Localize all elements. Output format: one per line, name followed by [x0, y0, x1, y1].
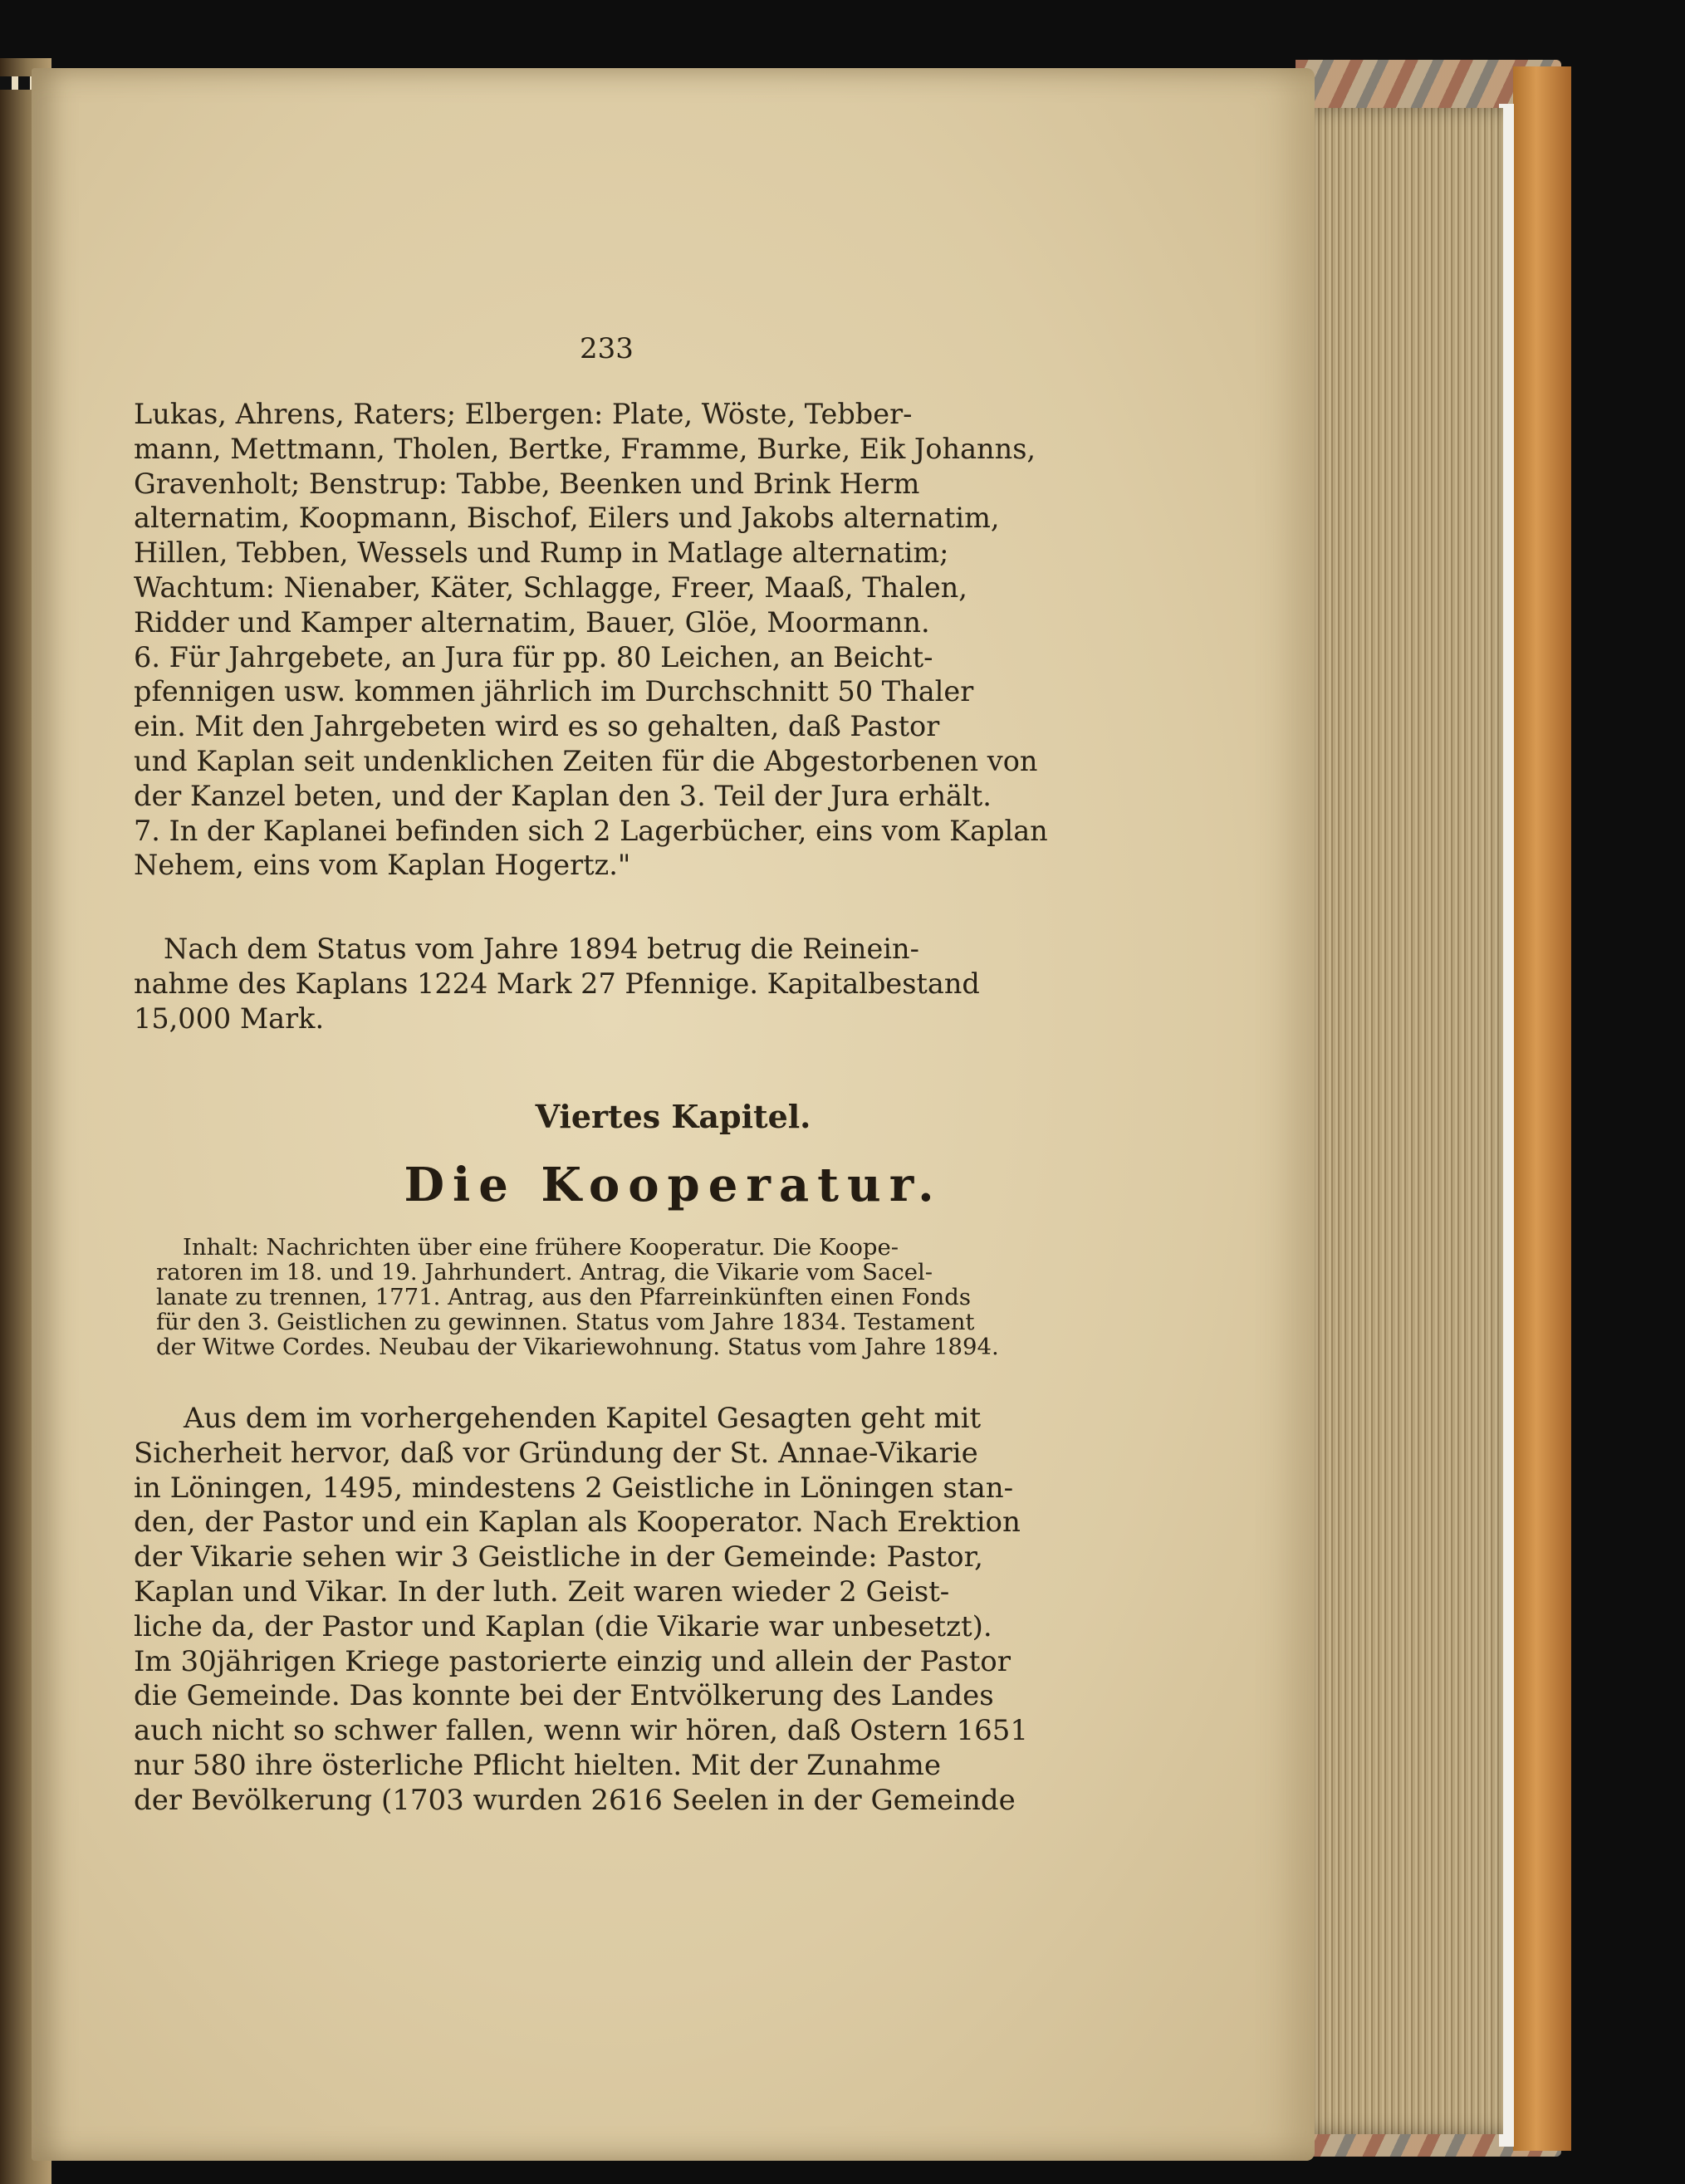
text-line: Sicherheit hervor, daß vor Gründung der St. Annae-Vikarie [134, 1436, 978, 1470]
leather-cover-edge [1513, 66, 1571, 2151]
text-line: die Gemeinde. Das konnte bei der Entvölkerung des Landes [134, 1679, 994, 1713]
text-line: nahme des Kaplans 1224 Mark 27 Pfennige. Kapitalbestand [134, 967, 980, 1000]
text-line: für den 3. Geistlichen zu gewinnen. Status vom Jahre 1834. Testament [156, 1309, 975, 1335]
text-line: Aus dem im vorhergehenden Kapitel Gesagten geht mit [184, 1402, 982, 1435]
text-line: alternatim, Koopmann, Bischof, Eilers und Jakobs alternatim, [134, 502, 1000, 535]
text-line: ein. Mit den Jahrgebeten wird es so gehalten, daß Pastor [134, 710, 940, 743]
text-line: 15,000 Mark. [134, 1001, 325, 1035]
text-line: und Kaplan seit undenklichen Zeiten für die Abgestorbenen von [134, 744, 1038, 777]
text-line: den, der Pastor und ein Kaplan als Kooperator. Nach Erektion [134, 1506, 1021, 1540]
text-line: Ridder und Kamper alternatim, Bauer, Glöe, Moormann. [134, 605, 930, 639]
text-line: Kaplan und Vikar. In der luth. Zeit waren wieder 2 Geist- [134, 1574, 950, 1609]
text-line: Gravenholt; Benstrup: Tabbe, Beenken und Brink Herm [134, 467, 920, 500]
text-line: auch nicht so schwer fallen, wenn wir hören, daß Ostern 1651 [134, 1714, 1028, 1748]
text-line: mann, Mettmann, Tholen, Bertke, Framme, Burke, Eik Johanns, [134, 432, 1036, 465]
text-line: nur 580 ihre österliche Pflicht hielten. Mit der Zunahme [134, 1748, 942, 1782]
text-line: in Löningen, 1495, mindestens 2 Geistliche in Löningen stan- [134, 1471, 1014, 1505]
text-line: Wachtum: Nienaber, Käter, Schlagge, Freer, Maaß, Thalen, [134, 570, 967, 604]
chapter-contents-summary [156, 1235, 1045, 1359]
text-line: Lukas, Ahrens, Raters; Elbergen: Plate, Wöste, Tebber- [134, 398, 913, 430]
text-line: lanate zu trennen, 1771. Antrag, aus den Pfarreinkünften einen Fonds [156, 1284, 971, 1310]
chapter-label: Viertes Kapitel. [535, 1098, 811, 1135]
page-stack-edge [1296, 108, 1503, 2134]
text-line: Inhalt: Nachrichten über eine frühere Kooperatur. Die Koope- [183, 1234, 899, 1261]
main-paragraph [134, 1402, 1047, 1819]
page-number: 233 [580, 332, 634, 365]
text-line: Nach dem Status vom Jahre 1894 betrug die Reinein- [164, 933, 919, 965]
text-line: der Witwe Cordes. Neubau der Vikariewohnung. Status vom Jahre 1894. [156, 1334, 999, 1360]
chapter-title: Die Kooperatur. [404, 1158, 943, 1212]
text-line: der Vikarie sehen wir 3 Geistliche in der Gemeinde: Pastor, [134, 1540, 983, 1574]
text-line: liche da, der Pastor und Kaplan (die Vikarie war unbesetzt). [134, 1609, 992, 1643]
text-line: Nehem, eins vom Kaplan Hogertz." [134, 849, 631, 882]
status-paragraph [134, 932, 1047, 1036]
text-line: ratoren im 18. und 19. Jahrhundert. Antrag, die Vikarie vom Sacel- [156, 1259, 933, 1285]
top-text-block [134, 397, 1047, 883]
text-line: der Bevölkerung (1703 wurden 2616 Seelen in der Gemeinde [134, 1783, 1016, 1817]
text-line: pfennigen usw. kommen jährlich im Durchschnitt 50 Thaler [134, 675, 974, 708]
text-line: der Kanzel beten, und der Kaplan den 3. Teil der Jura erhält. [134, 779, 992, 812]
text-line: 6. Für Jahrgebete, an Jura für pp. 80 Leichen, an Beicht- [134, 640, 933, 673]
text-line: Hillen, Tebben, Wessels und Rump in Matlage alternatim; [134, 536, 949, 570]
text-line: Im 30jährigen Kriege pastorierte einzig und allein der Pastor [134, 1644, 1011, 1678]
book-page [32, 68, 1315, 2161]
text-line: 7. In der Kaplanei befinden sich 2 Lagerbücher, eins vom Kaplan [134, 814, 1048, 847]
